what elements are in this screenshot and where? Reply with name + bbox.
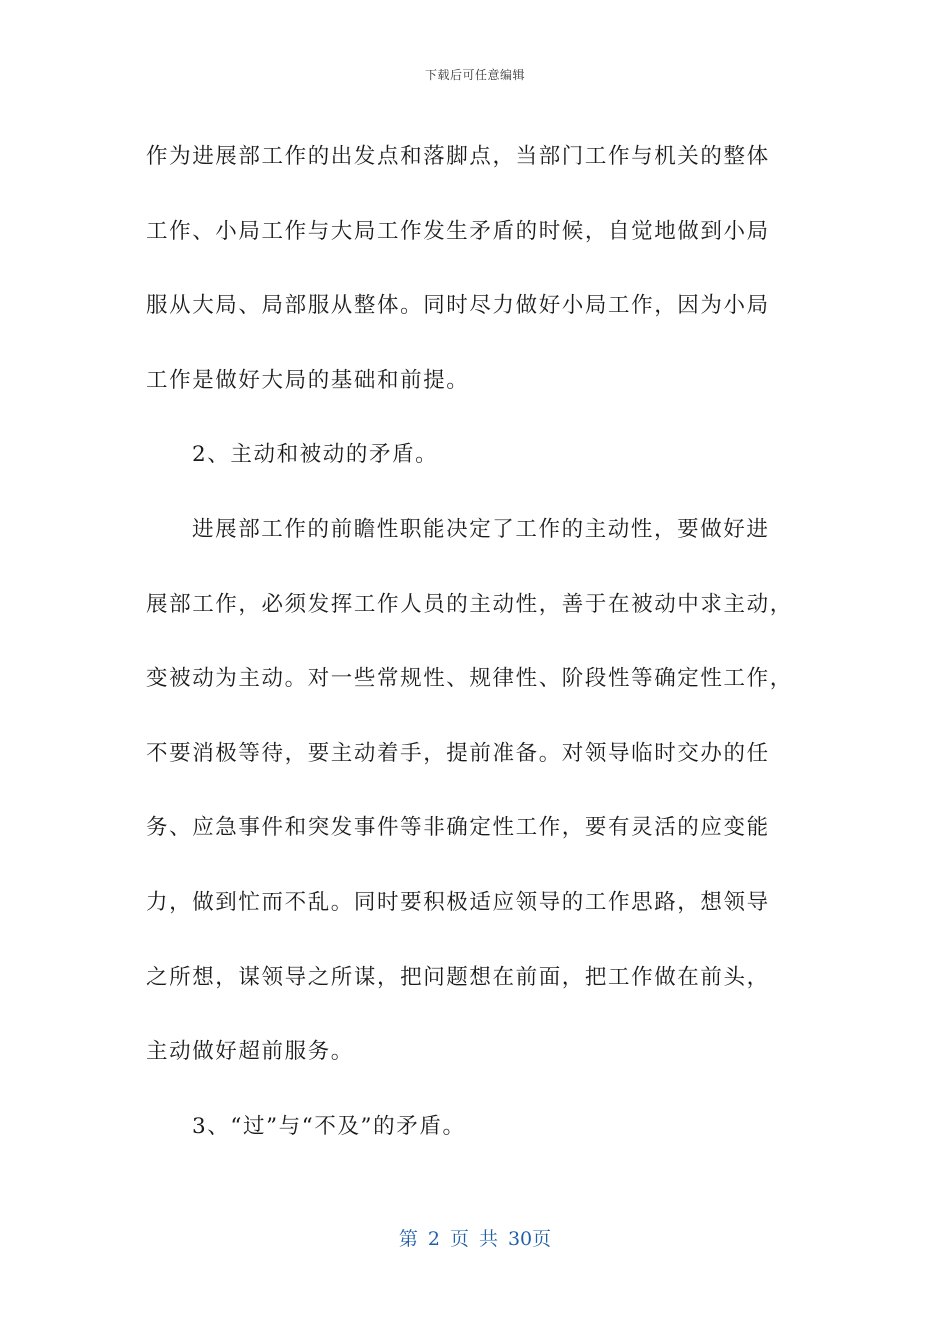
text-line: 展部工作，必须发挥工作人员的主动性，善于在被动中求主动， <box>146 591 793 617</box>
page-footer <box>0 1224 950 1251</box>
footer-ye: 页 <box>449 1228 469 1250</box>
total-pages: 30页 <box>507 1228 552 1250</box>
section-heading: 3、“过”与“不及”的矛盾。 <box>192 1113 466 1139</box>
text-line: 进展部工作的前瞻性职能决定了工作的主动性，要做好进 <box>192 516 770 542</box>
text-line: 务、应急事件和突发事件等非确定性工作，要有灵活的应变能 <box>146 815 770 841</box>
text-line: 主动做好超前服务。 <box>146 1039 354 1065</box>
text-line: 工作、小局工作与大局工作发生矛盾的时候，自觉地做到小局 <box>146 218 770 244</box>
text-line: 不要消极等待，要主动着手，提前准备。对领导临时交办的任 <box>146 740 770 766</box>
page-header: 下载后可任意编辑 <box>424 68 525 82</box>
document-body <box>146 120 806 1164</box>
text-line: 之所想，谋领导之所谋，把问题想在前面，把工作做在前头， <box>146 964 770 990</box>
text-line: 作为进展部工作的出发点和落脚点，当部门工作与机关的整体 <box>146 144 770 169</box>
current-page-number: 2 <box>427 1228 440 1250</box>
section-heading: 2、主动和被动的矛盾。 <box>192 442 439 468</box>
text-line: 力，做到忙而不乱。同时要积极适应领导的工作思路，想领导 <box>146 889 770 915</box>
text-line: 服从大局、局部服从整体。同时尽力做好小局工作，因为小局 <box>146 293 770 319</box>
footer-gong: 共 <box>478 1228 498 1250</box>
text-line: 工作是做好大局的基础和前提。 <box>146 367 470 393</box>
footer-di: 第 <box>398 1228 418 1250</box>
text-line: 变被动为主动。对一些常规性、规律性、阶段性等确定性工作， <box>146 666 793 692</box>
